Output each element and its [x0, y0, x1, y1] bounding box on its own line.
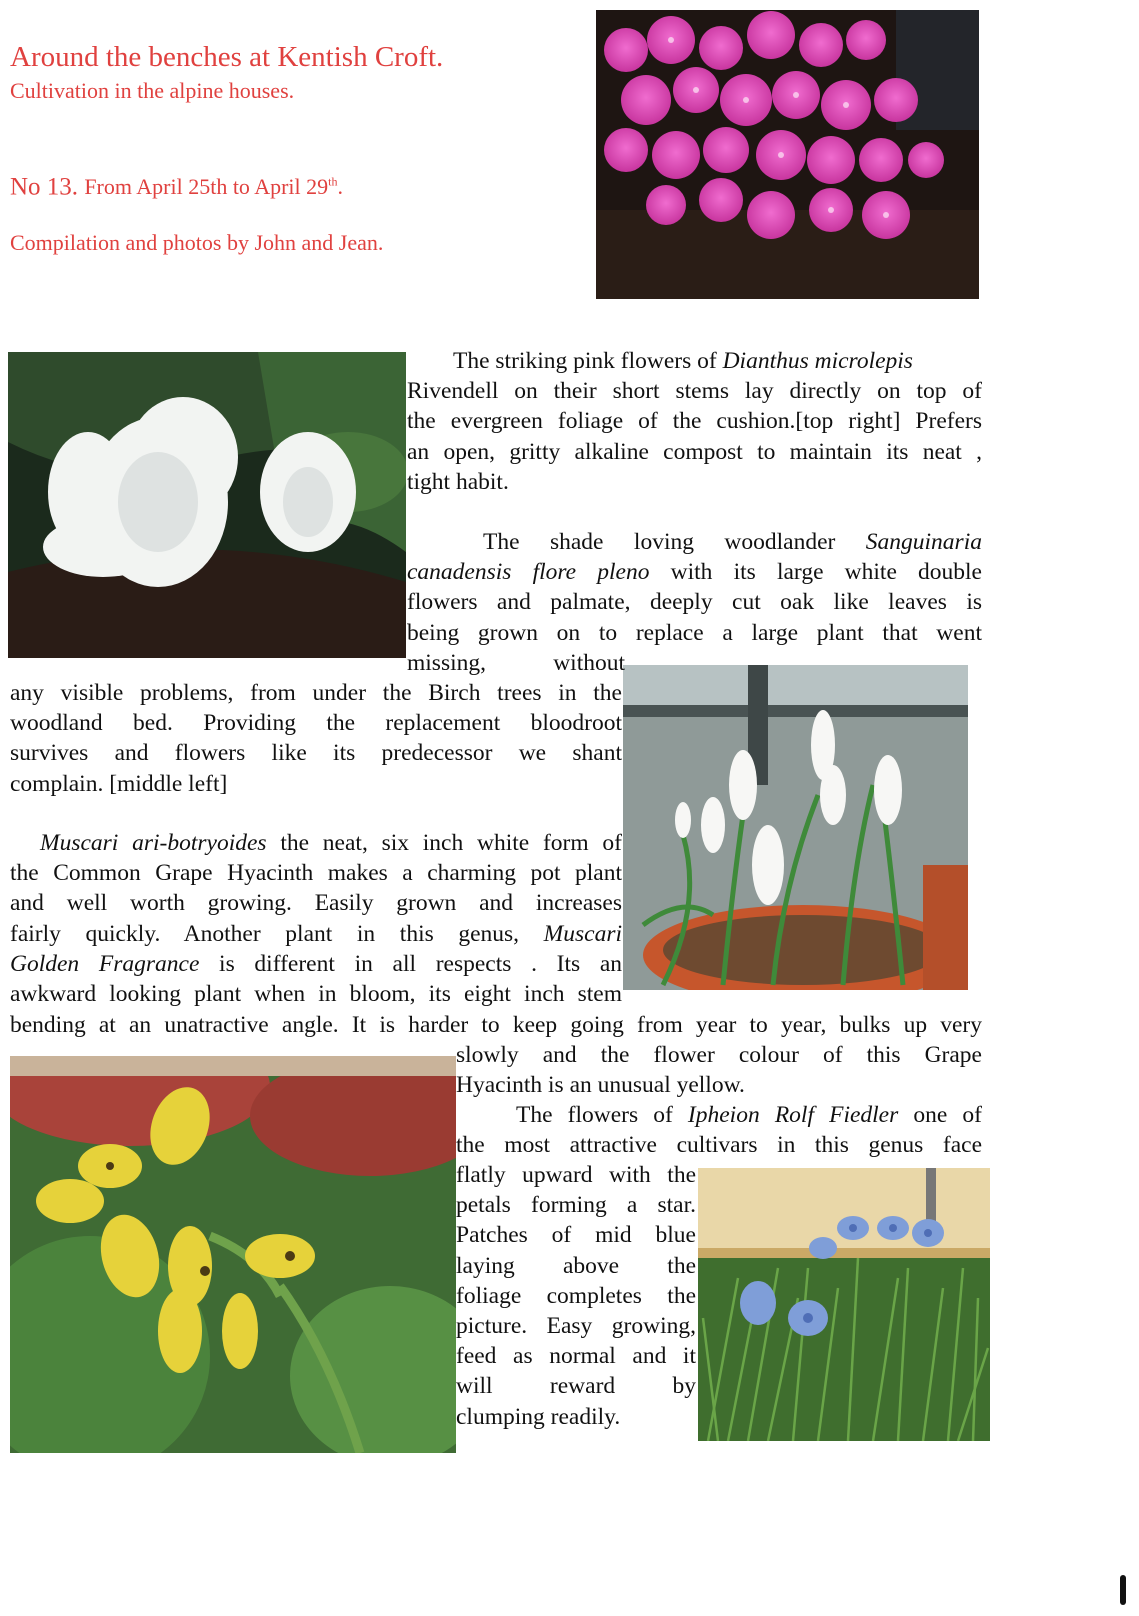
muscari-paragraph: [10, 828, 622, 1009]
issue-dates-suffix: .: [337, 174, 344, 200]
text-line: woodland bed. Providing the replacement bloodroot: [10, 710, 622, 737]
species-name: Muscari ari-botryoides: [40, 830, 267, 856]
issue-number: No 13.: [10, 173, 79, 201]
muscari-white-photo: [623, 665, 968, 990]
text-line: the most attractive cultivars in this genus face: [456, 1132, 982, 1159]
text-line: will reward by: [456, 1373, 696, 1400]
sanguinaria-paragraph: [407, 527, 982, 678]
dianthus-paragraph: [407, 346, 982, 497]
text-line: [407, 527, 982, 557]
text-line: flatly upward with the: [456, 1162, 696, 1188]
text-line: petals forming a star.: [456, 1192, 696, 1219]
text-run: fairly quickly. Another plant in this genus,: [10, 920, 544, 947]
species-name: Dianthus microlepis: [722, 348, 913, 374]
text-run: is different in all respects . Its an: [199, 950, 623, 977]
muscari-white-photo-drawing: [623, 665, 968, 990]
ipheion-paragraph-narrow: [456, 1160, 696, 1432]
muscari-paragraph-wide: [10, 1010, 982, 1040]
text-line: being grown on to replace a large plant that went: [407, 619, 982, 646]
muscari-paragraph-cont: [456, 1040, 982, 1100]
ipheion-paragraph: [456, 1100, 982, 1160]
ipheion-photo: [698, 1168, 990, 1441]
text-line: tight habit.: [407, 468, 509, 495]
text-line: [10, 828, 622, 858]
issue-line: [10, 167, 343, 202]
text-line: [456, 1100, 982, 1130]
page-subtitle: Cultivation in the alpine houses.: [10, 78, 295, 103]
text-run: the neat, six inch white form of: [266, 830, 622, 856]
text-line: complain. [middle left]: [10, 770, 228, 797]
text-line: bending at an unatractive angle. It is harder to keep going from year to year, bulks up very: [10, 1012, 982, 1038]
species-name: Golden Fragrance: [10, 950, 200, 977]
text-line: Patches of mid blue: [456, 1222, 696, 1249]
sanguinaria-photo-drawing: [8, 352, 406, 658]
sanguinaria-photo: [8, 352, 406, 658]
text-line: [10, 919, 622, 949]
text-line: any visible problems, from under the Birch trees in the: [10, 680, 622, 706]
text-line: foliage completes the: [456, 1282, 696, 1309]
issue-dates-sup: th: [328, 175, 338, 189]
scan-edge-mark: [1120, 1575, 1126, 1605]
text-run: The striking pink flowers of: [453, 348, 723, 374]
muscari-yellow-photo-drawing: [10, 1056, 456, 1453]
text-line: Hyacinth is an unusual yellow.: [456, 1072, 745, 1099]
species-name: Muscari: [543, 920, 622, 947]
text-line: slowly and the flower colour of this Grape: [456, 1042, 982, 1068]
text-line: picture. Easy growing,: [456, 1313, 696, 1340]
text-line: laying above the: [456, 1252, 696, 1279]
credit-line: Compilation and photos by John and Jean.: [10, 230, 384, 255]
issue-dates: [84, 174, 343, 199]
text-line: Rivendell on their short stems lay directly on top of: [407, 378, 982, 405]
text-line: and well worth growing. Easily grown and increases: [10, 890, 622, 917]
text-line: awkward looking plant when in bloom, its eight inch stem: [10, 981, 622, 1008]
muscari-yellow-photo: [10, 1056, 456, 1453]
issue-dates-prefix: From April 25th to April 29: [84, 174, 329, 200]
text-line: [10, 949, 622, 979]
text-line: missing, without: [407, 649, 625, 676]
text-run: The flowers of: [516, 1102, 688, 1128]
text-line: [407, 346, 982, 376]
species-name: Ipheion Rolf Fiedler: [687, 1102, 899, 1128]
species-name: Sanguinaria: [865, 529, 982, 555]
text-run: with its large white double: [649, 559, 982, 586]
dianthus-photo-drawing: [596, 10, 979, 299]
text-line: clumping readily.: [456, 1403, 621, 1430]
text-run: The shade loving woodlander: [483, 529, 866, 555]
page-title: Around the benches at Kentish Croft.: [10, 41, 444, 73]
species-name: canadensis flore pleno: [407, 559, 650, 586]
text-line: feed as normal and it: [456, 1343, 696, 1370]
text-line: survives and flowers like its predecessor we shant: [10, 740, 622, 767]
text-line: [407, 557, 982, 587]
sanguinaria-paragraph-cont: [10, 678, 622, 799]
text-run: one of: [898, 1102, 982, 1128]
text-line: flowers and palmate, deeply cut oak like leaves is: [407, 589, 982, 616]
text-line: the Common Grape Hyacinth makes a charming pot plant: [10, 860, 622, 887]
ipheion-photo-drawing: [698, 1168, 990, 1441]
dianthus-photo: [596, 10, 979, 299]
text-line: an open, gritty alkaline compost to maintain its neat ,: [407, 438, 982, 465]
text-line: the evergreen foliage of the cushion.[top right] Prefers: [407, 408, 982, 435]
